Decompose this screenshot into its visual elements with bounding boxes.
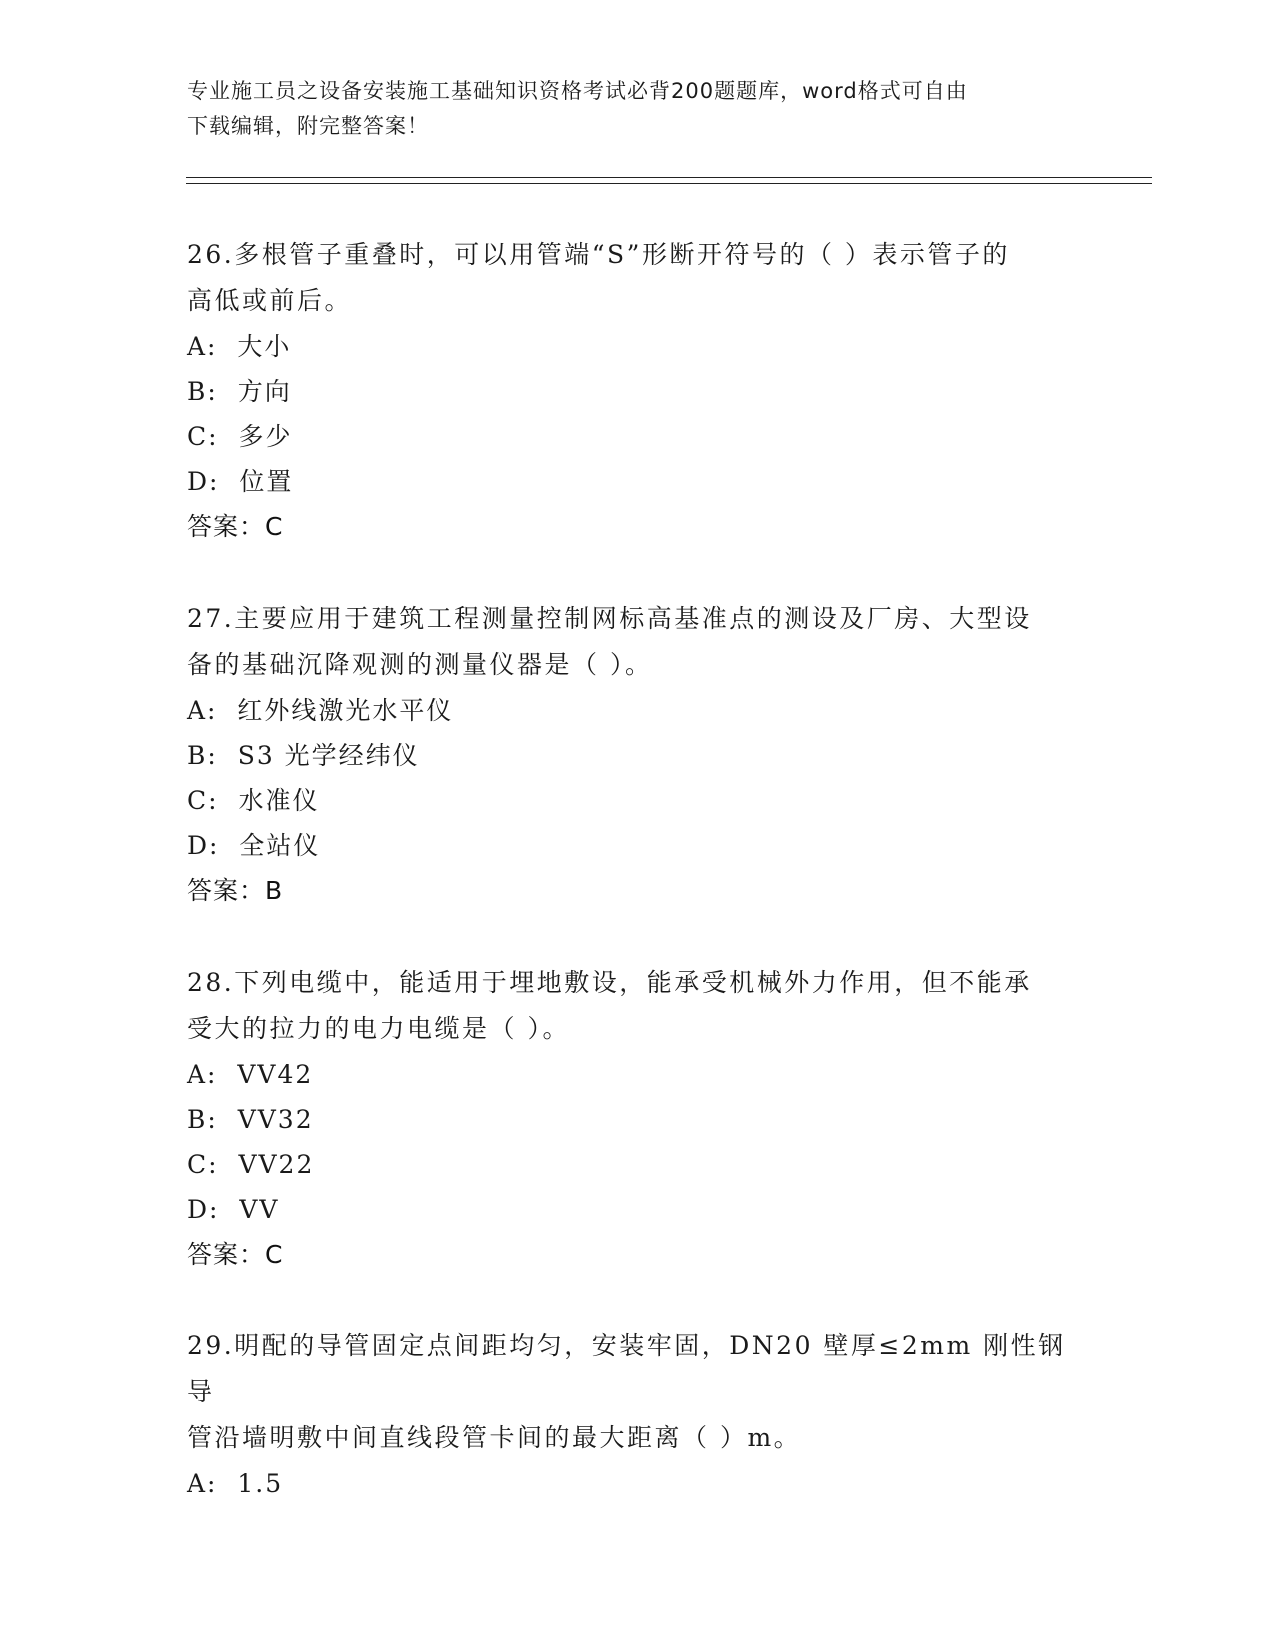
header-rule-bottom xyxy=(186,183,1152,184)
option-c: C: VV22 xyxy=(187,1150,315,1179)
option-b: B: 方向 xyxy=(187,377,292,406)
option-a: A: 大小 xyxy=(187,332,292,361)
question-stem-line-2: 备的基础沉降观测的测量仪器是（ ）。 xyxy=(187,650,653,679)
option-b: B: VV32 xyxy=(187,1105,314,1134)
option-a: A: VV42 xyxy=(187,1060,314,1089)
header-line-1: 专业施工员之设备安装施工基础知识资格考试必背200题题库，word格式可自由 xyxy=(187,79,968,103)
option-b: B: S3 光学经纬仪 xyxy=(187,741,420,770)
option-d: D: 位置 xyxy=(187,467,294,496)
answer-line: 答案：C xyxy=(187,1240,284,1269)
question-stem-line-1: 26.多根管子重叠时，可以用管端“S”形断开符号的（ ）表示管子的 xyxy=(187,240,1010,269)
option-c: C: 水准仪 xyxy=(187,786,320,815)
question-27 xyxy=(187,596,1087,914)
question-29 xyxy=(187,1323,1087,1506)
answer-line: 答案：B xyxy=(187,876,284,905)
header-rule-top xyxy=(186,177,1152,178)
question-stem-line-1: 28.下列电缆中，能适用于埋地敷设，能承受机械外力作用，但不能承 xyxy=(187,968,1032,997)
option-a: A: 1.5 xyxy=(187,1469,284,1498)
option-c: C: 多少 xyxy=(187,422,293,451)
question-stem-line-1: 27.主要应用于建筑工程测量控制网标高基准点的测设及厂房、大型设 xyxy=(187,604,1032,633)
question-stem-line-2: 管沿墙明敷中间直线段管卡间的最大距离（ ）m。 xyxy=(187,1423,802,1452)
document-header xyxy=(187,74,1067,144)
question-stem-line-2: 高低或前后。 xyxy=(187,286,353,315)
question-stem-line-1: 29.明配的导管固定点间距均匀，安装牢固，DN20 壁厚≤2mm 刚性钢导 xyxy=(187,1331,1066,1406)
question-28 xyxy=(187,960,1087,1278)
option-a: A: 红外线激光水平仪 xyxy=(187,696,454,725)
option-d: D: VV xyxy=(187,1195,280,1224)
header-line-2: 下载编辑，附完整答案！ xyxy=(187,114,429,138)
question-26 xyxy=(187,232,1087,550)
answer-line: 答案：C xyxy=(187,512,284,541)
question-stem-line-2: 受大的拉力的电力电缆是（ ）。 xyxy=(187,1014,570,1043)
option-d: D: 全站仪 xyxy=(187,831,321,860)
